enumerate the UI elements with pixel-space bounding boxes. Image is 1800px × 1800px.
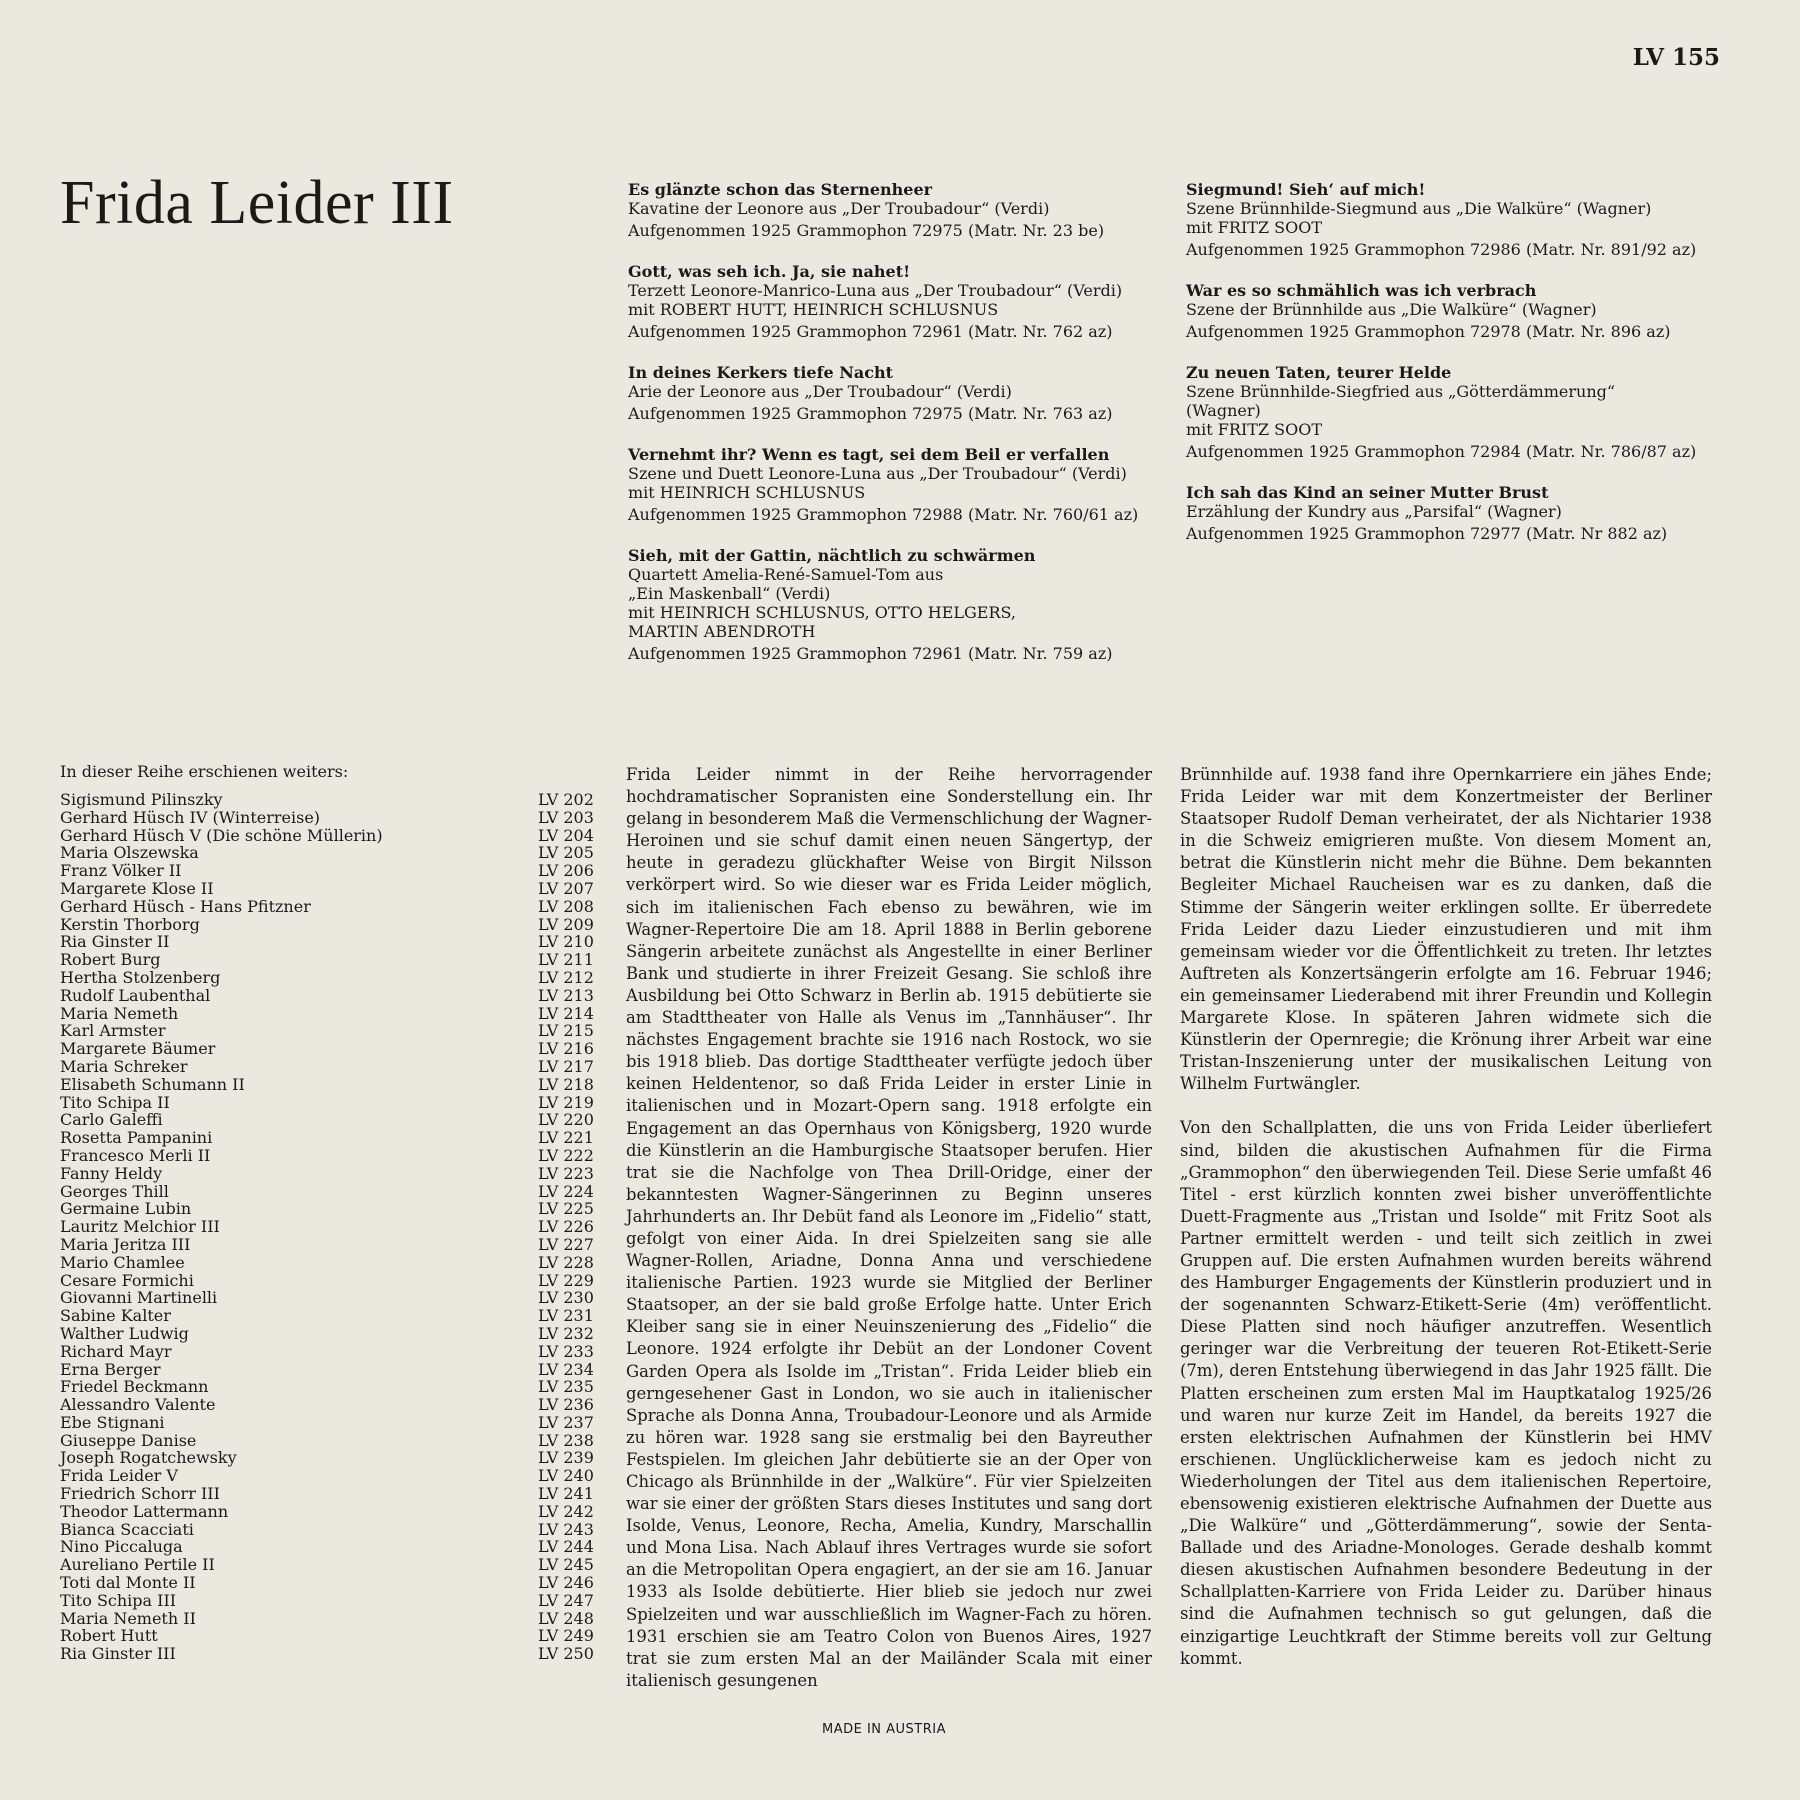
series-item — [60, 1627, 598, 1645]
series-catalog-number: LV 220 — [538, 1110, 594, 1130]
track-credit-line: mit HEINRICH SCHLUSNUS — [628, 483, 866, 502]
track-entry — [628, 546, 1188, 663]
series-artist: Margarete Klose II — [60, 878, 214, 898]
series-artist: Ebe Stignani — [60, 1412, 165, 1432]
series-artist: Maria Olszewska — [60, 843, 199, 863]
series-item — [60, 1343, 598, 1361]
series-artist: Giovanni Martinelli — [60, 1288, 218, 1308]
series-catalog-number: LV 235 — [538, 1377, 594, 1397]
series-artist: Robert Burg — [60, 950, 161, 970]
series-artist: Joseph Rogatchewsky — [60, 1448, 237, 1468]
series-catalog-number: LV 202 — [538, 790, 594, 809]
track-credit-line: Arie der Leonore aus „Der Troubadour“ (Verdi) — [628, 382, 1012, 401]
track-entry — [628, 445, 1188, 524]
series-item — [60, 844, 598, 862]
series-artist: Francesco Merli II — [60, 1145, 211, 1165]
series-item — [60, 1254, 598, 1272]
track-credit-line: mit ROBERT HUTT, HEINRICH SCHLUSNUS — [628, 300, 999, 319]
series-catalog-number: LV 206 — [538, 861, 594, 881]
series-catalog-number: LV 208 — [538, 896, 594, 916]
series-catalog-number: LV 238 — [538, 1430, 594, 1450]
recording-info: Aufgenommen 1925 Grammophon 72988 (Matr. Nr. 760/61 az) — [628, 505, 1139, 524]
biography-paragraph: Von den Schallplatten, die uns von Frida Leider überliefert sind, bilden die akustischen Aufnahmen für die Firma „Grammophon“ den überwiegenden Teil. Diese Serie umfaßt 46 Titel - erst kürzlich konnten zwei bisher unveröffentlichte Duett-Fragmente aus „Tristan und Isolde“ mit Fritz Soot als Partner ermittelt werden - und teilt sich zeitlich in zwei Gruppen auf. Die ersten Aufnahmen wurden bereits während des Hamburger Engagements der Künstlerin produziert und in der sogenannten Schwarz-Etikett-Serie (4m) veröffentlicht. Diese Platten sind noch häufiger anzutreffen. Wesentlich geringer war die Verbreitung der teueren Rot-Etikett-Serie (7m), deren Entstehung überwiegend in das Jahr 1925 fällt. Die Platten erscheinen zum ersten Mal im Hauptkatalog 1925/26 und waren nur kurze Zeit im Handel, da bereits 1927 die ersten elektrischen Aufnahmen der Künstlerin bei HMV erschienen. Unglücklicherweise kam es jedoch nicht zu Wiederholungen der Titel aus dem italienischen Repertoire, ebensowenig existieren elektrische Aufnahmen der Duette aus „Die Walküre“ und „Götterdämmerung“, sowie der Senta-Ballade und des Ariadne-Monologes. Gerade deshalb kommt diesen akustischen Aufnahmen besondere Bedeutung in der Schallplatten-Karriere von Frida Leider zu. Darüber hinaus sind die Aufnahmen technisch so gut gelungen, daß die einzigartige Leuchtkraft der Stimme bereits voll zur Geltung kommt. — [1180, 1118, 1712, 1668]
series-item — [60, 1111, 598, 1129]
series-catalog-number: LV 218 — [538, 1074, 594, 1094]
series-item — [60, 916, 598, 934]
series-artist: Frida Leider V — [60, 1466, 178, 1486]
series-catalog-number: LV 247 — [538, 1590, 594, 1610]
series-artist: Margarete Bäumer — [60, 1039, 216, 1059]
series-catalog-number: LV 213 — [538, 985, 594, 1005]
track-title: Gott, was seh ich. Ja, sie nahet! — [628, 262, 911, 281]
series-item — [60, 1325, 598, 1343]
series-catalog-number: LV 223 — [538, 1163, 594, 1183]
series-artist: Aureliano Pertile II — [60, 1555, 215, 1575]
series-artist: Bianca Scacciati — [60, 1519, 194, 1539]
track-entry — [1186, 483, 1726, 543]
series-item — [60, 898, 598, 916]
series-catalog-number: LV 229 — [538, 1270, 594, 1290]
series-artist: Tito Schipa III — [60, 1590, 177, 1610]
series-artist: Elisabeth Schumann II — [60, 1074, 245, 1094]
series-artist: Walther Ludwig — [60, 1323, 189, 1343]
series-item — [60, 1094, 598, 1112]
series-catalog-number: LV 243 — [538, 1519, 594, 1539]
track-entry — [1186, 180, 1726, 259]
series-catalog-number: LV 215 — [538, 1021, 594, 1041]
series-item — [60, 1236, 598, 1254]
series-catalog-number: LV 249 — [538, 1626, 594, 1646]
series-artist: Fanny Heldy — [60, 1163, 163, 1183]
series-item — [60, 1022, 598, 1040]
series-catalog-number: LV 232 — [538, 1323, 594, 1343]
recording-info: Aufgenommen 1925 Grammophon 72984 (Matr. Nr. 786/87 az) — [1186, 442, 1697, 461]
series-item — [60, 1503, 598, 1521]
series-catalog-number: LV 234 — [538, 1359, 594, 1379]
series-item — [60, 1218, 598, 1236]
series-catalog-number: LV 246 — [538, 1573, 594, 1593]
series-catalog-number: LV 237 — [538, 1412, 594, 1432]
series-artist: Gerhard Hüsch V (Die schöne Müllerin) — [60, 825, 383, 845]
series-item — [60, 1040, 598, 1058]
tracklist-column-2 — [1186, 180, 1726, 565]
series-artist: Alessandro Valente — [60, 1395, 216, 1415]
track-title: Es glänzte schon das Sternenheer — [628, 180, 933, 199]
biography-column-1 — [626, 764, 1152, 1714]
track-credit-line: Erzählung der Kundry aus „Parsifal“ (Wagner) — [1186, 502, 1562, 521]
track-credit-line: Szene und Duett Leonore-Luna aus „Der Troubadour“ (Verdi) — [628, 464, 1127, 483]
series-artist: Ria Ginster II — [60, 932, 170, 952]
recording-info: Aufgenommen 1925 Grammophon 72961 (Matr. Nr. 759 az) — [628, 644, 1113, 663]
series-item — [60, 1645, 598, 1663]
series-catalog-number: LV 236 — [538, 1395, 594, 1415]
recording-info: Aufgenommen 1925 Grammophon 72978 (Matr. Nr. 896 az) — [1186, 322, 1671, 341]
series-item — [60, 1592, 598, 1610]
series-artist: Karl Armster — [60, 1021, 166, 1041]
biography-paragraph: Frida Leider nimmt in der Reihe hervorragender hochdramatischer Sopranisten eine Sonderstellung ein. Ihr gelang in besonderem Maß die Vermenschlichung der Wagner-Heroinen und sie schuf damit einen neuen Sängertyp, der heute in geradezu glückhafter Weise von Birgit Nilsson verkörpert wird. So wie dieser war es Frida Leider möglich, sich im italienischen Fach ebenso zu bewähren, wie im Wagner-Repertoire Die am 18. April 1888 in Berlin geborene Sängerin arbeitete zunächst als Angestellte in einer Berliner Bank und studierte in ihrer Freizeit Gesang. Sie schloß ihre Ausbildung bei Otto Schwarz in Berlin ab. 1915 debütierte sie am Stadttheater von Halle als Venus im „Tannhäuser“. Ihr nächstes Engagement brachte sie 1916 nach Rostock, wo sie bis 1918 blieb. Das dortige Stadttheater verfügte jedoch über keinen Heldentenor, so daß Frida Leider in erster Linie in italienischen und in Mozart-Opern sang. 1918 erfolgte ein Engagement an das Opernhaus von Königsberg, 1920 wurde die Künstlerin an die Hamburgische Staatsoper berufen. Hier trat sie die Nachfolge von Thea Drill-Oridge, einer der bekanntesten Wagner-Sängerinnen zu Beginn unseres Jahrhunderts an. Ihr Debüt fand als Leonore im „Fidelio“ statt, gefolgt von einer Aida. In drei Spielzeiten sang sie alle Wagner-Rollen, Ariadne, Donna Anna und verschiedene italienische Partien. 1923 wurde sie Mitglied der Berliner Staatsoper, an der sie bald große Erfolge hatte. Unter Erich Kleiber sang sie in einer Neuinszenierung des „Fidelio“ die Leonore. 1924 erfolgte ihr Debüt an der Londoner Covent Garden Opera als Isolde im „Tristan“. Frida Leider blieb ein gerngesehener Gast in London, wo sie auch in italienischer Sprache als Donna Anna, Troubadour-Leonore und als Armide zu hören war. 1928 sang sie erstmalig bei den Bayreuther Festspielen. Im gleichen Jahr debütierte sie an der Oper von Chicago als Brünnhilde in der „Walküre“. Für vier Spielzeiten war sie einer der größten Stars dieses Institutes und sang dort Isolde, Venus, Leonore, Recha, Amelia, Kundry, Marschallin und Mona Lisa. Nach Ablauf ihres Vertrages wurde sie sofort an die Metropolitan Opera engagiert, an der sie am 16. Januar 1933 als Isolde debütierte. Hier blieb sie jedoch nur zwei Spielzeiten und war ausschließlich im Wagner-Fach zu hören. 1931 erschien sie am Teatro Colon von Buenos Aires, 1927 trat sie zum ersten Mal an der Mailänder Scala mit einer italienisch gesungenen — [626, 765, 1152, 1690]
track-credit-line: Szene der Brünnhilde aus „Die Walküre“ (Wagner) — [1186, 300, 1597, 319]
series-list — [60, 791, 598, 1663]
recording-info: Aufgenommen 1925 Grammophon 72975 (Matr. Nr. 23 be) — [628, 221, 1105, 240]
series-artist: Richard Mayr — [60, 1341, 172, 1361]
series-item — [60, 1058, 598, 1076]
series-artist: Sabine Kalter — [60, 1306, 171, 1326]
series-catalog-number: LV 205 — [538, 843, 594, 863]
track-entry — [1186, 281, 1726, 341]
series-item — [60, 1361, 598, 1379]
track-credit-line: MARTIN ABENDROTH — [628, 622, 816, 641]
track-entry — [1186, 363, 1726, 461]
series-artist: Maria Nemeth II — [60, 1608, 196, 1628]
tracklist-column-1 — [628, 180, 1188, 685]
biography-paragraph: Brünnhilde auf. 1938 fand ihre Opernkarriere ein jähes Ende; Frida Leider war mit dem Konzertmeister der Berliner Staatsoper Rudolf Deman verheiratet, der als Nichtarier 1938 in die Schweiz emigrieren mußte. Von diesem Moment an, betrat die Künstlerin nicht mehr die Bühne. Dem bekannten Begleiter Michael Raucheisen war es zu danken, daß die Stimme der Sängerin weiter erklingen sollte. Er überredete Frida Leider dazu Lieder einzustudieren und mit ihm gemeinsam wieder vor die Öffentlichkeit zu treten. Ihr letztes Auftreten als Konzertsängerin erfolgte am 16. Februar 1946; ein gemeinsamer Liederabend mit ihrer Freundin und Kollegin Margarete Klose. In späteren Jahren widmete sich die Künstlerin der Opernregie; die Krönung ihrer Arbeit war eine Tristan-Inszenierung unter der musikalischen Leitung von Wilhelm Furtwängler. — [1180, 765, 1712, 1094]
track-credit-line: mit FRITZ SOOT — [1186, 420, 1323, 439]
series-catalog-number: LV 231 — [538, 1306, 594, 1326]
series-artist: Sigismund Pilinszky — [60, 790, 223, 809]
series-catalog-number: LV 222 — [538, 1145, 594, 1165]
series-item — [60, 1538, 598, 1556]
series-artist: Gerhard Hüsch - Hans Pfitzner — [60, 896, 311, 916]
series-artist: Lauritz Melchior III — [60, 1217, 220, 1237]
series-item — [60, 1076, 598, 1094]
series-artist: Hertha Stolzenberg — [60, 967, 221, 987]
track-title: Siegmund! Sieh‘ auf mich! — [1186, 180, 1426, 199]
series-catalog-number: LV 219 — [538, 1092, 594, 1112]
series-item — [60, 1165, 598, 1183]
series-item — [60, 1272, 598, 1290]
series-catalog-number: LV 239 — [538, 1448, 594, 1468]
series-item — [60, 827, 598, 845]
track-credit-line: Quartett Amelia-René-Samuel-Tom aus — [628, 565, 944, 584]
series-artist: Giuseppe Danise — [60, 1430, 197, 1450]
series-catalog-number: LV 242 — [538, 1501, 594, 1521]
series-catalog-number: LV 228 — [538, 1252, 594, 1272]
recording-info: Aufgenommen 1925 Grammophon 72977 (Matr. Nr 882 az) — [1186, 524, 1668, 543]
series-catalog-number: LV 209 — [538, 914, 594, 934]
series-catalog-number: LV 248 — [538, 1608, 594, 1628]
series-artist: Erna Berger — [60, 1359, 161, 1379]
series-artist: Friedel Beckmann — [60, 1377, 209, 1397]
recording-info: Aufgenommen 1925 Grammophon 72986 (Matr. Nr. 891/92 az) — [1186, 240, 1697, 259]
track-entry — [628, 262, 1188, 341]
series-catalog-number: LV 245 — [538, 1555, 594, 1575]
track-title: War es so schmählich was ich verbrach — [1186, 281, 1537, 300]
series-catalog-number: LV 221 — [538, 1128, 594, 1148]
series-artist: Tito Schipa II — [60, 1092, 170, 1112]
series-item — [60, 1396, 598, 1414]
track-entry — [628, 363, 1188, 423]
series-item — [60, 1378, 598, 1396]
series-item — [60, 1610, 598, 1628]
series-item — [60, 1289, 598, 1307]
series-catalog-number: LV 225 — [538, 1199, 594, 1219]
track-credit-line: mit FRITZ SOOT — [1186, 218, 1323, 237]
track-credit-line: Terzett Leonore-Manrico-Luna aus „Der Troubadour“ (Verdi) — [628, 281, 1123, 300]
series-artist: Rudolf Laubenthal — [60, 985, 211, 1005]
series-catalog-number: LV 226 — [538, 1217, 594, 1237]
series-catalog-number: LV 211 — [538, 950, 594, 970]
series-catalog-number: LV 250 — [538, 1644, 594, 1664]
series-artist: Gerhard Hüsch IV (Winterreise) — [60, 807, 321, 827]
series-item — [60, 969, 598, 987]
series-item — [60, 1414, 598, 1432]
series-artist: Germaine Lubin — [60, 1199, 192, 1219]
series-catalog-number: LV 214 — [538, 1003, 594, 1023]
series-item — [60, 862, 598, 880]
series-artist: Friedrich Schorr III — [60, 1484, 220, 1504]
track-entry — [628, 180, 1188, 240]
series-catalog-number: LV 203 — [538, 807, 594, 827]
series-item — [60, 791, 598, 809]
series-catalog-number: LV 244 — [538, 1537, 594, 1557]
series-catalog-number: LV 241 — [538, 1484, 594, 1504]
series-artist: Robert Hutt — [60, 1626, 158, 1646]
made-in-label: MADE IN AUSTRIA — [821, 1722, 947, 1737]
album-title: Frida Leider III — [60, 169, 454, 237]
series-item — [60, 1129, 598, 1147]
series-item — [60, 1307, 598, 1325]
track-credit-line: Szene Brünnhilde-Siegfried aus „Götterdämmerung“ — [1186, 382, 1616, 401]
series-artist: Kerstin Thorborg — [60, 914, 200, 934]
series-catalog-number: LV 227 — [538, 1234, 594, 1254]
series-item — [60, 1432, 598, 1450]
series-item — [60, 1556, 598, 1574]
track-title: Vernehmt ihr? Wenn es tagt, sei dem Beil er verfallen — [628, 445, 1110, 464]
series-item — [60, 1200, 598, 1218]
track-title: Zu neuen Taten, teurer Helde — [1186, 363, 1452, 382]
series-catalog-number: LV 224 — [538, 1181, 594, 1201]
series-item — [60, 1485, 598, 1503]
series-artist: Georges Thill — [60, 1181, 169, 1201]
series-item — [60, 933, 598, 951]
recording-info: Aufgenommen 1925 Grammophon 72975 (Matr. Nr. 763 az) — [628, 404, 1113, 423]
series-heading: In dieser Reihe erschienen weiters: — [60, 762, 349, 781]
series-artist: Maria Schreker — [60, 1056, 188, 1076]
series-catalog-number: LV 207 — [538, 878, 594, 898]
series-artist: Cesare Formichi — [60, 1270, 194, 1290]
series-artist: Theodor Lattermann — [60, 1501, 229, 1521]
series-item — [60, 1147, 598, 1165]
series-catalog-number: LV 217 — [538, 1056, 594, 1076]
series-artist: Nino Piccaluga — [60, 1537, 183, 1557]
series-artist: Ria Ginster III — [60, 1644, 176, 1664]
track-credit-line: Kavatine der Leonore aus „Der Troubadour“ (Verdi) — [628, 199, 1050, 218]
series-artist: Maria Jeritza III — [60, 1234, 191, 1254]
track-title: Sieh, mit der Gattin, nächtlich zu schwärmen — [628, 546, 1036, 565]
series-artist: Franz Völker II — [60, 861, 182, 881]
recording-info: Aufgenommen 1925 Grammophon 72961 (Matr. Nr. 762 az) — [628, 322, 1113, 341]
series-artist: Toti dal Monte II — [60, 1573, 196, 1593]
track-credit-line: Szene Brünnhilde-Siegmund aus „Die Walküre“ (Wagner) — [1186, 199, 1652, 218]
track-credit-line: mit HEINRICH SCHLUSNUS, OTTO HELGERS, — [628, 603, 1017, 622]
series-artist: Carlo Galeffi — [60, 1110, 163, 1130]
series-item — [60, 1183, 598, 1201]
series-item — [60, 1521, 598, 1539]
series-item — [60, 1574, 598, 1592]
series-item — [60, 1449, 598, 1467]
track-credit-line: „Ein Maskenball“ (Verdi) — [628, 584, 831, 603]
series-item — [60, 987, 598, 1005]
series-catalog-number: LV 240 — [538, 1466, 594, 1486]
series-catalog-number: LV 212 — [538, 967, 594, 987]
track-title: In deines Kerkers tiefe Nacht — [628, 363, 893, 382]
catalog-number: LV 155 — [1632, 44, 1720, 71]
biography-column-2 — [1180, 764, 1712, 1692]
series-catalog-number: LV 210 — [538, 932, 594, 952]
series-item — [60, 809, 598, 827]
series-artist: Rosetta Pampanini — [60, 1128, 213, 1148]
series-catalog-number: LV 233 — [538, 1341, 594, 1361]
series-catalog-number: LV 204 — [538, 825, 594, 845]
series-artist: Mario Chamlee — [60, 1252, 185, 1272]
series-artist: Maria Nemeth — [60, 1003, 179, 1023]
series-item — [60, 880, 598, 898]
series-item — [60, 1467, 598, 1485]
series-item — [60, 951, 598, 969]
series-catalog-number: LV 230 — [538, 1288, 594, 1308]
track-title: Ich sah das Kind an seiner Mutter Brust — [1186, 483, 1549, 502]
series-item — [60, 1005, 598, 1023]
track-credit-line: (Wagner) — [1186, 401, 1261, 420]
series-catalog-number: LV 216 — [538, 1039, 594, 1059]
